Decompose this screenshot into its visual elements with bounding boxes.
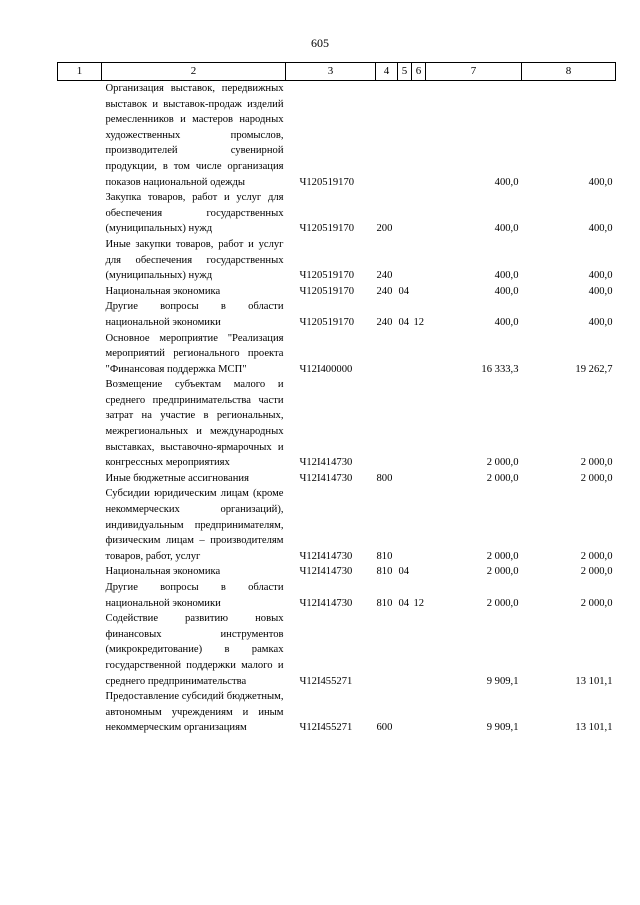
row-section: 04 <box>398 285 410 297</box>
table-row <box>58 284 616 300</box>
row-subsection <box>412 486 426 564</box>
table-row <box>58 611 616 689</box>
row-amount-year1: 2 000,0 <box>486 550 519 562</box>
column-header: 4 <box>376 63 398 81</box>
row-expense-type: 240 <box>376 285 393 297</box>
row-expense-type: 200 <box>376 223 393 235</box>
row-number-cell <box>58 580 102 611</box>
row-name: Организация выставок, передвижных выставок и выставок-продаж изделий ремесленников и мастеров народных художественных промыслов, производителей сувенирной продукции, в том числе организация показов национальной одежды <box>105 83 284 188</box>
row-number-cell <box>58 471 102 487</box>
row-amount-year2: 2 000,0 <box>580 550 613 562</box>
row-subsection <box>412 331 426 378</box>
row-subsection <box>412 237 426 284</box>
row-amount-year1: 9 909,1 <box>486 722 519 734</box>
table-header-row <box>58 63 616 81</box>
row-expense-type: 810 <box>376 597 393 609</box>
row-expense-type: 810 <box>376 550 393 562</box>
row-section <box>398 331 412 378</box>
row-target-article: Ч12I455271 <box>299 675 353 687</box>
row-amount-year1: 9 909,1 <box>486 675 519 687</box>
row-subsection: 12 <box>413 316 425 328</box>
table-row <box>58 377 616 471</box>
row-subsection <box>412 81 426 191</box>
table-row <box>58 689 616 736</box>
row-name: Основное мероприятие "Реализация мероприятий регионального проекта "Финансовая поддержка МСП" <box>105 332 284 375</box>
row-target-article: Ч12I400000 <box>299 363 353 375</box>
row-number-cell <box>58 81 102 191</box>
row-amount-year2: 400,0 <box>588 285 613 297</box>
row-target-article: Ч12I414730 <box>299 457 353 469</box>
row-amount-year1: 2 000,0 <box>486 597 519 609</box>
row-expense-type: 810 <box>376 566 393 578</box>
row-name: Субсидии юридическим лицам (кроме некоммерческих организаций), индивидуальным предпринимателям, физическим лицам – производителям товаров, работ, услуг <box>105 488 284 562</box>
row-section: 04 <box>398 597 410 609</box>
row-expense-type: 600 <box>376 722 393 734</box>
row-expense-type <box>376 331 398 378</box>
row-amount-year1: 2 000,0 <box>486 457 519 469</box>
row-amount-year1: 2 000,0 <box>486 566 519 578</box>
row-subsection <box>412 284 426 300</box>
row-number-cell <box>58 299 102 330</box>
row-amount-year1: 400,0 <box>494 176 519 188</box>
row-target-article: Ч120519170 <box>299 270 355 282</box>
row-amount-year2: 400,0 <box>588 270 613 282</box>
row-section: 04 <box>398 316 410 328</box>
row-section <box>398 190 412 237</box>
row-name: Возмещение субъектам малого и среднего предпринимательства части затрат на участие в региональных, межрегиональных и международных выставках, выставочно-ярмарочных и конгрессных мероприятиях <box>105 379 284 469</box>
row-amount-year2: 400,0 <box>588 223 613 235</box>
row-amount-year1: 400,0 <box>494 270 519 282</box>
table-row <box>58 580 616 611</box>
row-expense-type <box>376 377 398 471</box>
row-section: 04 <box>398 566 410 578</box>
row-target-article: Ч12I414730 <box>299 472 353 484</box>
row-section <box>398 377 412 471</box>
row-name: Иные бюджетные ассигнования <box>105 472 249 484</box>
row-number-cell <box>58 237 102 284</box>
row-name: Другие вопросы в области национальной экономики <box>105 582 284 609</box>
table-row <box>58 299 616 330</box>
row-section <box>398 689 412 736</box>
column-header: 3 <box>286 63 376 81</box>
row-amount-year2: 2 000,0 <box>580 472 613 484</box>
budget-table <box>57 62 616 736</box>
row-target-article: Ч12I414730 <box>299 566 353 578</box>
row-name: Национальная экономика <box>105 566 221 578</box>
row-target-article: Ч120519170 <box>299 285 355 297</box>
row-name: Содействие развитию новых финансовых инструментов (микрокредитование) в рамках государственной поддержки малого и среднего предпринимательства <box>105 613 284 687</box>
row-section <box>398 611 412 689</box>
row-target-article: Ч12I414730 <box>299 597 353 609</box>
row-target-article: Ч120519170 <box>299 176 355 188</box>
row-amount-year1: 400,0 <box>494 285 519 297</box>
row-amount-year2: 13 101,1 <box>575 722 613 734</box>
row-amount-year1: 400,0 <box>494 223 519 235</box>
row-number-cell <box>58 611 102 689</box>
row-amount-year1: 400,0 <box>494 316 519 328</box>
row-expense-type <box>376 81 398 191</box>
row-number-cell <box>58 486 102 564</box>
row-expense-type: 240 <box>376 270 393 282</box>
row-subsection: 12 <box>413 597 425 609</box>
row-name: Закупка товаров, работ и услуг для обеспечения государственных (муниципальных) нужд <box>105 192 284 235</box>
row-subsection <box>412 611 426 689</box>
row-number-cell <box>58 377 102 471</box>
row-target-article: Ч12I455271 <box>299 722 353 734</box>
row-number-cell <box>58 331 102 378</box>
row-amount-year2: 400,0 <box>588 316 613 328</box>
row-amount-year2: 13 101,1 <box>575 675 613 687</box>
table-row <box>58 486 616 564</box>
row-amount-year1: 2 000,0 <box>486 472 519 484</box>
row-subsection <box>412 377 426 471</box>
row-expense-type: 800 <box>376 472 393 484</box>
row-amount-year1: 16 333,3 <box>481 363 519 375</box>
row-name: Предоставление субсидий бюджетным, автономным учреждениям и иным некоммерческим организациям <box>105 691 284 734</box>
column-header: 1 <box>58 63 102 81</box>
row-target-article: Ч120519170 <box>299 223 355 235</box>
row-number-cell <box>58 284 102 300</box>
row-expense-type: 240 <box>376 316 393 328</box>
page-number: 605 <box>311 36 329 50</box>
row-number-cell <box>58 190 102 237</box>
row-section <box>398 81 412 191</box>
row-number-cell <box>58 564 102 580</box>
row-target-article: Ч120519170 <box>299 316 355 328</box>
table-row <box>58 564 616 580</box>
column-header: 5 <box>398 63 412 81</box>
row-subsection <box>412 471 426 487</box>
row-section <box>398 471 412 487</box>
column-header: 2 <box>102 63 286 81</box>
column-header: 8 <box>522 63 616 81</box>
row-target-article: Ч12I414730 <box>299 550 353 562</box>
row-amount-year2: 2 000,0 <box>580 597 613 609</box>
row-section <box>398 486 412 564</box>
row-amount-year2: 19 262,7 <box>575 363 613 375</box>
row-number-cell <box>58 689 102 736</box>
row-amount-year2: 400,0 <box>588 176 613 188</box>
row-subsection <box>412 190 426 237</box>
row-subsection <box>412 689 426 736</box>
row-expense-type <box>376 611 398 689</box>
table-row <box>58 237 616 284</box>
table-row <box>58 471 616 487</box>
row-subsection <box>412 564 426 580</box>
column-header: 7 <box>426 63 522 81</box>
table-body <box>58 81 616 736</box>
column-header: 6 <box>412 63 426 81</box>
row-name: Иные закупки товаров, работ и услуг для обеспечения государственных (муниципальных) нужд <box>105 238 284 282</box>
row-name: Национальная экономика <box>105 285 221 297</box>
row-section <box>398 237 412 284</box>
table-row <box>58 81 616 191</box>
row-amount-year2: 2 000,0 <box>580 457 613 469</box>
table-row <box>58 190 616 237</box>
row-amount-year2: 2 000,0 <box>580 566 613 578</box>
row-name: Другие вопросы в области национальной экономики <box>105 301 284 328</box>
table-row <box>58 331 616 378</box>
